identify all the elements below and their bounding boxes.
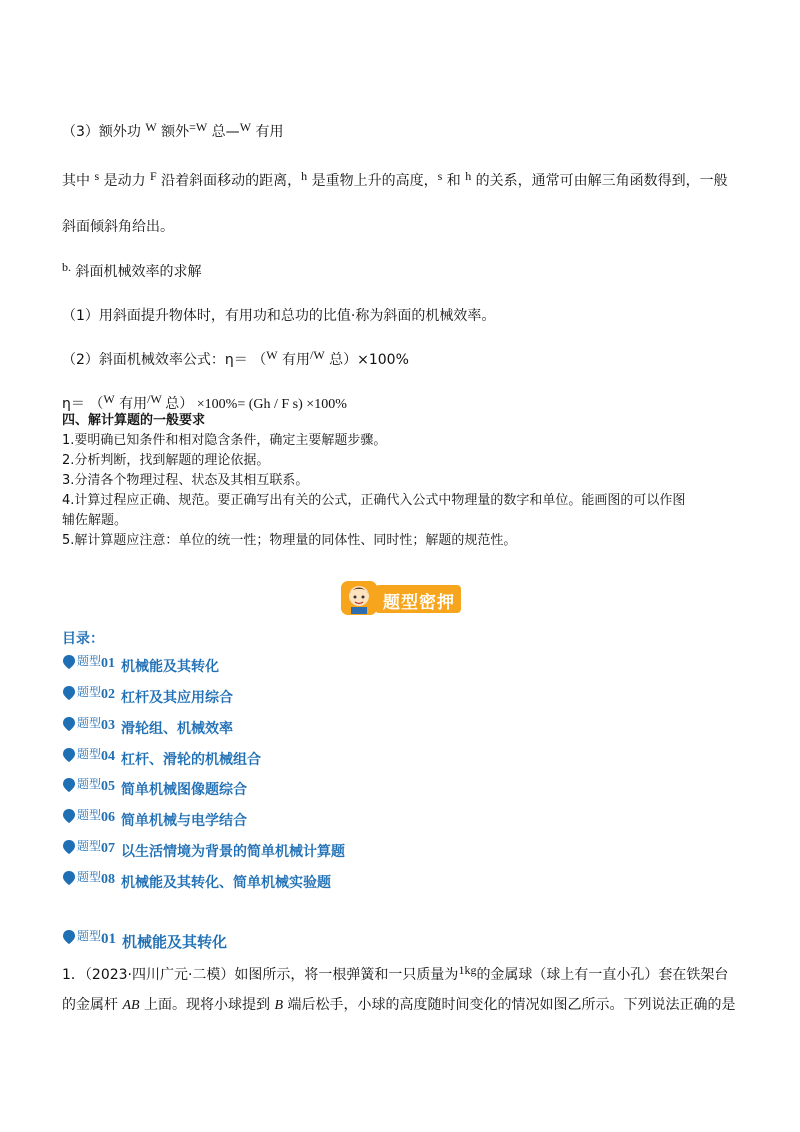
toc-item-05[interactable] — [62, 779, 247, 799]
requirements-block — [62, 411, 685, 551]
toc-item-06[interactable] — [62, 810, 247, 830]
pin-icon — [62, 839, 76, 855]
toc-label: 机械能及其转化、简单机械实验题 — [121, 875, 332, 891]
pin-icon — [62, 716, 76, 732]
toc-title: 目录： — [62, 631, 104, 647]
badge-label: 题型密押 — [383, 593, 455, 613]
toc-label: 杠杆、滑轮的机械组合 — [121, 752, 262, 768]
pin-icon — [62, 685, 76, 701]
toc-number: 01 — [101, 656, 116, 671]
toc-number: 06 — [101, 810, 116, 825]
toc-prefix: 题型 — [77, 777, 102, 791]
line-incline-angle: 斜面倾斜角给出。 — [62, 219, 174, 235]
requirement-item: 1.要明确已知条件和相对隐含条件，确定主要解题步骤。 — [62, 433, 387, 448]
toc-label: 机械能及其转化 — [121, 659, 220, 675]
toc-item-03[interactable] — [62, 718, 233, 738]
toc-number: 05 — [101, 779, 116, 794]
toc-label: 杠杆及其应用综合 — [121, 690, 234, 706]
requirements-heading: 四、解计算题的一般要求 — [62, 413, 206, 428]
toc-prefix: 题型 — [77, 839, 102, 853]
toc-label: 简单机械图像题综合 — [121, 782, 248, 798]
line-definitions: 其中 s 是动力 F 沿着斜面移动的距离，h 是重物上升的高度，s 和 h 的关系，通常可由解三角函数得到，一般 — [62, 169, 728, 189]
pin-icon — [62, 747, 76, 763]
toc-label: 以生活情境为背景的简单机械计算题 — [121, 844, 346, 860]
requirement-item: 5.解计算题应注意：单位的统一性；物理量的同体性、同时性；解题的规范性。 — [62, 533, 517, 548]
toc-label: 滑轮组、机械效率 — [121, 721, 234, 737]
requirement-item: 2.分析判断，找到解题的理论依据。 — [62, 453, 270, 468]
line-extra-work: （3）额外功 W 额外=W 总—W 有用 — [62, 120, 284, 140]
pin-icon — [62, 929, 76, 945]
line-efficiency-formula: （2）斜面机械效率公式：η＝ （W 有用/W 总）×100% — [62, 348, 409, 368]
line-subheading-b: b. 斜面机械效率的求解 — [62, 260, 202, 280]
question-type-badge — [341, 579, 461, 617]
toc-prefix: 题型 — [77, 685, 102, 699]
toc-label: 简单机械与电学结合 — [121, 813, 248, 829]
toc-number: 08 — [101, 872, 116, 887]
line-efficiency-expanded: η＝ （W 有用/W 总） ×100%= (Gh / F s) ×100% — [62, 392, 347, 412]
line-efficiency-definition: （1）用斜面提升物体时，有用功和总功的比值·称为斜面的机械效率。 — [62, 308, 496, 324]
toc-number: 07 — [101, 841, 116, 856]
requirement-item: 3.分清各个物理过程、状态及其相互联系。 — [62, 473, 309, 488]
toc-prefix: 题型 — [77, 716, 102, 730]
pin-icon — [62, 654, 76, 670]
pin-icon — [62, 777, 76, 793]
toc-prefix: 题型 — [77, 747, 102, 761]
question-line-2: 的金属杆 AB 上面。现将小球提到 B 端后松手，小球的高度随时间变化的情况如图乙所示。下列说法正确的是 — [62, 997, 736, 1013]
requirement-item: 4.计算过程应正确、规范。要正确写出有关的公式，正确代入公式中物理量的数字和单位。能画图的可以作图 — [62, 493, 686, 508]
section-heading: 题型 01 机械能及其转化 — [62, 931, 227, 952]
toc-item-01[interactable] — [62, 656, 219, 676]
toc-item-02[interactable] — [62, 687, 233, 707]
pin-icon — [62, 808, 76, 824]
toc-prefix: 题型 — [77, 654, 102, 668]
toc-prefix: 题型 — [77, 808, 102, 822]
question-line-1: 1．（2023·四川广元·二模）如图所示，将一根弹簧和一只质量为1kg的金属球（球上有一直小孔）套在铁架台 — [62, 963, 729, 983]
toc-item-07[interactable] — [62, 841, 345, 861]
toc-number: 02 — [101, 687, 116, 702]
pin-icon — [62, 870, 76, 886]
toc-item-04[interactable] — [62, 749, 261, 769]
toc-item-08[interactable] — [62, 872, 331, 892]
requirement-item: 辅佐解题。 — [62, 513, 128, 528]
toc-number: 04 — [101, 749, 116, 764]
toc-prefix: 题型 — [77, 870, 102, 884]
toc-number: 03 — [101, 718, 116, 733]
